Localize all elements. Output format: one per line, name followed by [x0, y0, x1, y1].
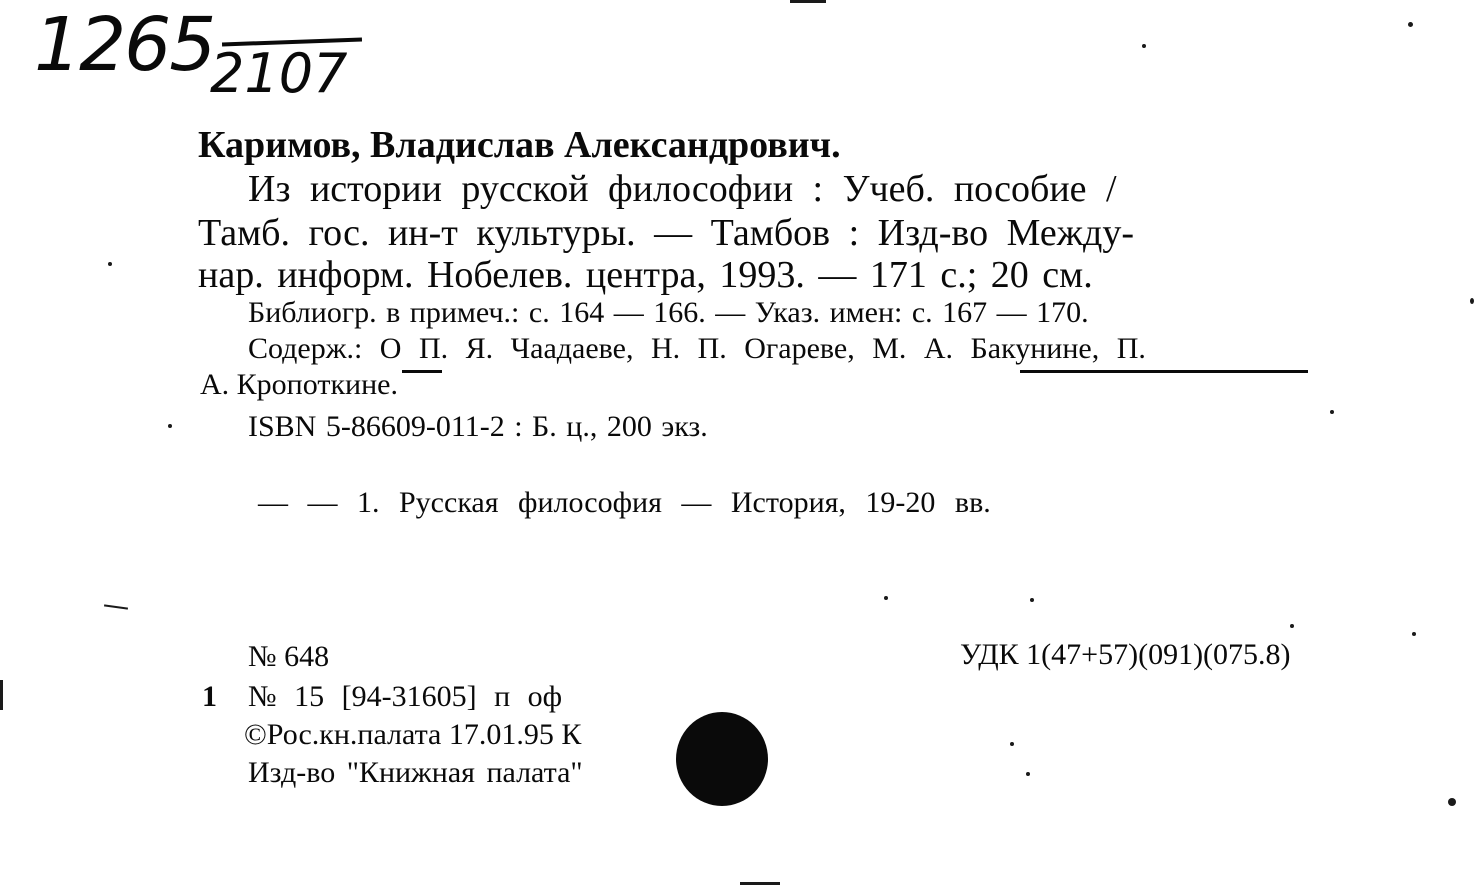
- bibliography-note: Библиогр. в примеч.: с. 164 — 166. — Указ. имен: с. 167 — 170.: [248, 296, 1089, 329]
- contents-note-cont: А. Кропоткине.: [200, 368, 398, 401]
- handwritten-number-left: 1265: [34, 2, 215, 88]
- scan-speck: [1408, 22, 1413, 27]
- scan-dash: [740, 882, 780, 885]
- scan-speck: [1290, 624, 1294, 628]
- publisher-line: Изд-во "Книжная палата": [248, 756, 583, 789]
- card-number: № 648: [248, 640, 330, 673]
- scan-speck: [1448, 798, 1456, 806]
- stamp-blot: [676, 712, 768, 806]
- scan-speck: [168, 424, 172, 428]
- scan-speck: [1026, 772, 1030, 776]
- handwritten-number-right: 2107: [210, 42, 348, 105]
- title-line-3: нар. информ. Нобелев. центра, 1993. — 171 с.; 20 см.: [198, 254, 1093, 296]
- record-line: № 15 [94-31605] п оф: [248, 680, 563, 713]
- contents-underline-o: [402, 370, 442, 373]
- scan-dash: [790, 0, 826, 3]
- scan-edge: [0, 680, 3, 710]
- margin-mark: 1: [202, 680, 217, 713]
- isbn-line: ISBN 5-86609-011-2 : Б. ц., 200 экз.: [248, 410, 708, 443]
- subject-heading: — — 1. Русская философия — История, 19-20 вв.: [258, 486, 991, 519]
- scan-speck: [884, 596, 888, 600]
- udk-code: УДК 1(47+57)(091)(075.8): [960, 638, 1291, 671]
- author-heading: Каримов, Владислав Александрович.: [198, 124, 841, 166]
- title-line-1: Из истории русской философии : Учеб. пособие /: [248, 168, 1117, 210]
- scan-speck: [1030, 598, 1034, 602]
- scan-speck: [1330, 410, 1334, 414]
- scan-dash: [104, 604, 128, 609]
- title-line-2: Тамб. гос. ин-т культуры. — Тамбов : Изд-во Между-: [198, 212, 1134, 254]
- scan-speck: [1412, 632, 1416, 636]
- copyright-line: ©Рос.кн.палата 17.01.95 К: [244, 718, 582, 751]
- scan-speck: [1470, 298, 1474, 304]
- contents-underline-bakunin: [1020, 370, 1308, 373]
- scan-speck: [1010, 742, 1014, 746]
- scan-speck: [1142, 44, 1146, 48]
- scan-speck: [108, 262, 112, 266]
- contents-note: Содерж.: О П. Я. Чаадаеве, Н. П. Огареве, М. А. Бакунине, П.: [248, 332, 1146, 365]
